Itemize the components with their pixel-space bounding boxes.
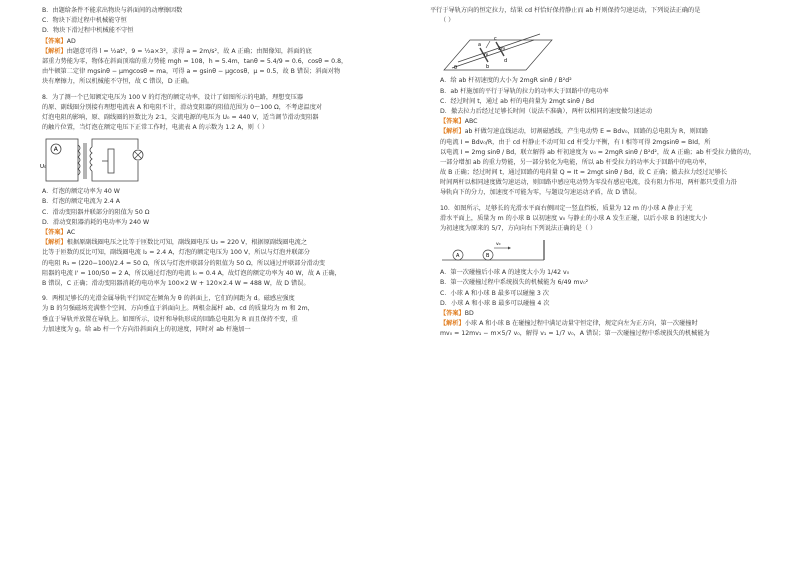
answer-value: AC xyxy=(66,229,76,236)
label-a: a xyxy=(478,42,482,49)
label-v0: v₀ xyxy=(496,242,501,248)
explanation-text: 由牛顿第二定律 mgsinθ − μmgcosθ = ma，可得 a = gsinθ − μgcosθ，μ = 0.5，故 B 错误；斜面对物 xyxy=(42,68,341,76)
label-d: d xyxy=(504,58,508,65)
option-8a: A．灯泡的额定功率为 40 W xyxy=(42,188,120,196)
explanation-line: 【解析】小球 A 和小球 B 在碰撞过程中满足动量守恒定律，规定向左为正方向，第一次碰撞时 xyxy=(440,320,698,328)
explanation-text: 故 B 正确；经过时间 t，通过回路的电荷量 Q = It = 2mgt sinθ / Bd，故 C 正确；撤去拉力经过足够长 xyxy=(440,169,728,177)
explanation-text: 一部分增加 ab 的重力势能，另一部分转化为电能，所以 ab 杆受拉力的功率大于回路中的电功率， xyxy=(440,158,711,166)
question-10-text: 滑水平面上，质量为 m 的小球 B 以初速度 v₀ 与静止的小球 A 发生正碰，以后小球 B 的速度大小 xyxy=(440,214,708,222)
explanation-text: 导轨向下的分力，加速度不可能为零，与题设匀速运动矛盾，故 D 错误。 xyxy=(440,189,641,197)
question-10-text: 为初速度为原来的 5/7，方向向右下列说法正确的是（ ） xyxy=(440,225,597,232)
explanation-text: 比等于匝数的反比可知，副线圈电流 I₂ = 2.4 A，灯泡的额定电压为 100 V，所以与灯泡并联部分 xyxy=(42,249,310,257)
label-c: c xyxy=(494,36,497,43)
question-9-text: 为 B 的匀强磁场充满整个空间、方向垂直于斜面向上。两根金属杆 ab、cd 的质量均为 m 和 2m， xyxy=(42,305,314,313)
answer-value: BD xyxy=(464,309,474,317)
question-9-text: 垂直于导轨并放置在导轨上。如图所示，设杆和导轨形成的回路总电阻为 R 而且保持不变，重 xyxy=(42,315,298,323)
label-ball-b: B xyxy=(486,253,490,260)
rails-diagram xyxy=(440,28,560,74)
explanation-line: 【解析】由题意可得 l = ½at²，9 = ½a×3²，求得 a = 2m/s²，故 A 正确；由图像知，斜面的底 xyxy=(42,47,312,55)
right-column xyxy=(430,6,785,340)
answer-line xyxy=(430,309,785,319)
explanation-text: 阻器的电流 I' = 100/50 = 2 A，所以通过灯泡的电流 I₀ = 0.4 A，故灯泡的额定功率为 40 W，故 A 正确， xyxy=(42,269,341,277)
left-column xyxy=(32,6,387,335)
explanation-text: 块有摩擦力，所以机械能不守恒，故 C 错误，D 正确。 xyxy=(42,78,194,86)
answer-label: 【答案】 xyxy=(42,37,67,45)
circuit-diagram xyxy=(42,135,152,185)
answer-label: 【答案】 xyxy=(440,118,465,126)
question-9-text: 力加速度为 g。给 ab 杆一个方向沿斜面向上的初速度，同时对 ab 杆施加一 xyxy=(42,325,251,333)
option-9b: B．ab 杆施加的平行于导轨的拉力的功率大于回路中的电功率 xyxy=(440,87,609,95)
option-8c: C．滑动变阻器并联部分的阻值为 50 Ω xyxy=(42,208,150,216)
option-8b: B．灯泡的额定电流为 2.4 A xyxy=(42,198,120,206)
option-8d: D．滑动变阻器消耗的电功率为 240 W xyxy=(42,218,150,226)
answer-line xyxy=(32,228,387,238)
option-9d: D．撤去拉力后经过足够长时间（说法不准确），两杆以相同的速度做匀速运动 xyxy=(440,107,653,115)
answer-label: 【答案】 xyxy=(440,309,465,317)
explanation-text: mv₀ = 12mv₁ − m×5/7 v₀，解得 v₁ = 1/7 v₀，A 错误；第一次碰撞过程中系统损失的机械能为 xyxy=(440,330,710,338)
voltage-label: U₀ xyxy=(40,164,47,171)
explanation-line: 【解析】ab 杆做匀速直线运动，切割磁感线，产生电动势 E = Bdv₀，回路的总电阻为 R，则回路 xyxy=(440,128,709,136)
option-10c: C．小球 A 和小球 B 最多可以碰撞 3 次 xyxy=(440,289,549,297)
question-8-text: 8．为了测一个已知额定电压为 100 V 的灯泡的额定功率，设计了如图所示的电路，理想变压器 xyxy=(42,93,304,101)
question-9-paren: （ ） xyxy=(440,17,455,25)
option-10a: A．第一次碰撞后小球 A 的速度大小为 1/42 v₀ xyxy=(440,269,570,277)
explanation-line: 【解析】根据原副线圈电压之比等于匝数比可知，副线圈电压 U₂ = 220 V，根据原副线圈电流之 xyxy=(42,239,308,247)
option-c: C．物块下滑过程中机械能守恒 xyxy=(42,17,127,25)
question-8-text: 的触片位置，当灯泡在额定电压下正常工作时，电流表 A 的示数为 1.2 A，则（ ） xyxy=(42,124,269,132)
explanation-text: B 错误，C 正确；滑动变阻器消耗的电功率为 100×2 W + 120×2.4 W = 488 W，故 D 错误。 xyxy=(42,279,310,287)
ammeter-label: A xyxy=(53,146,58,154)
option-9c: C．经过时间 t，通过 ab 杆的电荷量为 2mgt sinθ / Bd xyxy=(440,97,595,105)
explanation-label: 【解析】 xyxy=(42,239,67,247)
label-2m: 2m xyxy=(498,47,506,53)
answer-value: ABC xyxy=(464,118,478,126)
option-10d: D．小球 A 和小球 B 最多可以碰撞 4 次 xyxy=(440,299,550,307)
option-b: B．由题给条件不能求出物块与斜面间的动摩擦因数 xyxy=(42,7,183,14)
label-ball-a: A xyxy=(456,253,460,260)
question-9-continued: 平行于导轨方向的恒定拉力，结果 cd 杆恰好保持静止而 ab 杆则保持匀速运动，下列说法正确的是 xyxy=(430,7,701,14)
question-10-text: 10．如图所示，足够长的光滑水平面右侧固定一竖直挡板，质量为 12 m 的小球 A 静止于光 xyxy=(440,204,693,212)
answer-line xyxy=(32,37,387,47)
explanation-label: 【解析】 xyxy=(42,47,67,55)
option-10b: B．第一次碰撞过程中系统损失的机械能为 6/49 mv₀² xyxy=(440,279,589,287)
explanation-text: 时间两杆以相同速度做匀速运动，则回路中感应电动势为零没有感应电流，没有阻力作用，两杆都只受重力沿 xyxy=(440,179,737,187)
explanation-label: 【解析】 xyxy=(440,128,465,136)
collision-diagram xyxy=(440,236,550,266)
question-9-text: 9．两根足够长的光滑金属导轨平行固定在倾角为 θ 的斜面上，它们的间距为 d。磁感应强度 xyxy=(42,295,295,303)
answer-value: AD xyxy=(66,37,76,45)
answer-line xyxy=(430,117,785,127)
explanation-text: 的电流 I = Bdv₀/R，由于 cd 杆静止不动可知 cd 杆受力平衡，有 I 相等可得 2mgsinθ = BId，所 xyxy=(440,138,711,146)
option-d: D．物块下滑过程中机械能不守恒 xyxy=(42,27,134,35)
answer-label: 【答案】 xyxy=(42,229,67,236)
option-9a: A．给 ab 杆初速度的大小为 2mgR sinθ / B²d² xyxy=(440,77,572,85)
label-m: m xyxy=(484,53,489,59)
question-8-text: 灯泡电阻的影响，原、副线圈的匝数比为 2∶1，交流电源的电压为 U₀ = 440 V，适当调节滑动变阻器 xyxy=(42,113,319,121)
explanation-text: 部重力势能为零，物体在斜面顶端的重力势能 mgh = 108，h = 5.4m，tanθ = 5.4/9 = 0.6，cosθ = 0.8， xyxy=(42,57,348,65)
question-8-text: 的原、副线圈分别接有理想电流表 A 和电阻不计，滑动变阻器的阻值范围为 0～100 Ω，不考虑温度对 xyxy=(42,103,323,111)
explanation-text: 的电阻 R₁ = (220−100)/2.4 = 50 Ω，所以与灯泡并联部分的阻值为 50 Ω，所以通过并联部分滑动变 xyxy=(42,259,326,267)
label-theta: θ xyxy=(454,65,458,72)
explanation-text: 以电流 I = 2mg sinθ / Bd，联立解得 ab 杆初速度为 v₀ = 2mgR sinθ / B²d²，故 A 正确；ab 杆受拉力做的功， xyxy=(440,148,756,156)
explanation-label: 【解析】 xyxy=(440,320,465,328)
label-b: b xyxy=(486,64,490,71)
